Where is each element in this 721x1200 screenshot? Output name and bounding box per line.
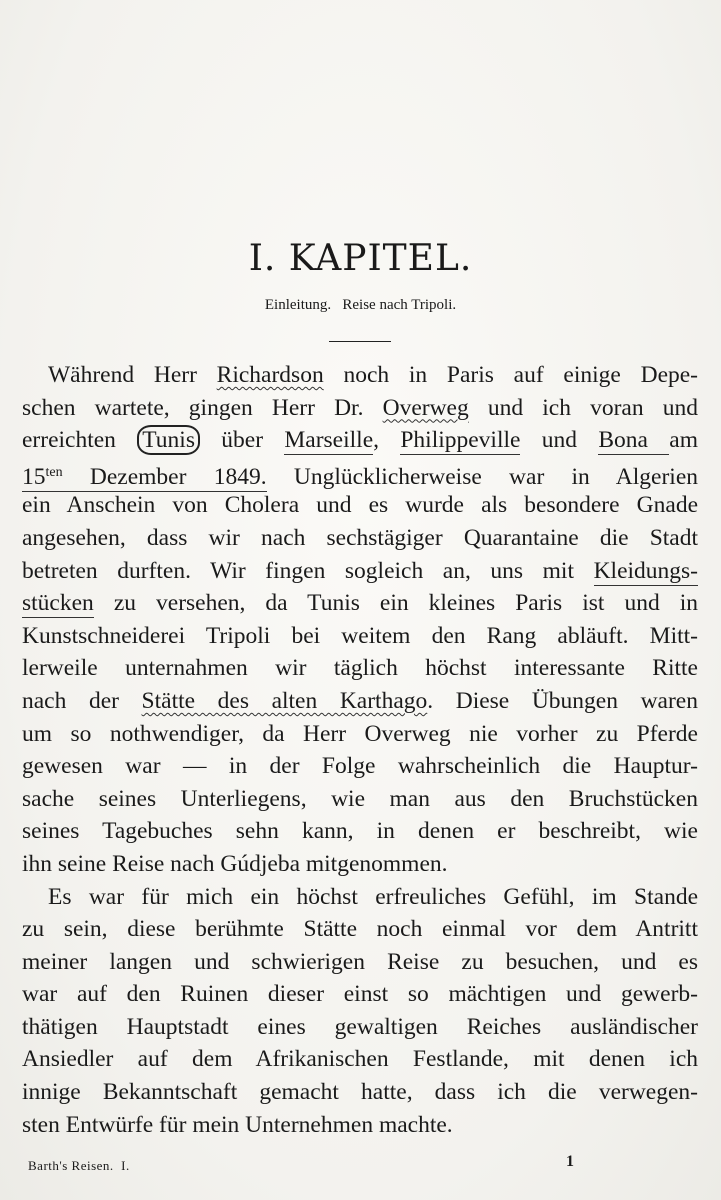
text-line: lerweile unternahmen wir täglich höchst interessante Ritte: [22, 655, 698, 682]
chapter-title: I. KAPITEL.: [248, 238, 473, 279]
text-line: stücken zu versehen, da Tunis ein kleines Paris ist und in: [22, 590, 698, 617]
text-line: erreichten Tunis über Marseille, Philippeville und Bona am: [22, 427, 699, 454]
body-text: [22, 359, 698, 1141]
title-divider: [329, 341, 391, 342]
text-line: Während Herr Richardson noch in Paris auf einige Depe-: [48, 362, 698, 388]
annotation-circle: Tunis: [137, 425, 200, 455]
annotation-wavy-underline: Stätte des alten Karthago: [141, 687, 428, 714]
text-line: schen wartete, gingen Herr Dr. Overweg und ich voran und: [22, 394, 698, 421]
text-line: meiner langen und schwierigen Reise zu besuchen, und es: [22, 948, 698, 975]
annotation-underline: Philippeville: [400, 427, 521, 454]
text-line: zu sein, diese berühmte Stätte noch einmal vor dem Antritt: [22, 916, 698, 943]
text-line: betreten durften. Wir fingen sogleich an, uns mit Kleidungs-: [22, 557, 698, 584]
annotation-underline: stücken: [22, 590, 94, 617]
text-line: gewesen war — in der Folge wahrscheinlich die Hauptur-: [22, 753, 698, 780]
text-line: um so nothwendiger, da Herr Overweg nie vorher zu Pferde: [22, 720, 698, 747]
text-line: $15^{ten}$ Dezember 1849. Unglücklicherweise war in Algerien: [22, 463, 698, 490]
annotation-wavy-underline: Richardson: [216, 362, 324, 388]
annotation-underline: Marseille: [284, 427, 374, 454]
text-line: seines Tagebuches sehn kann, in denen er beschreibt, wie: [22, 818, 698, 845]
text-line: Ansiedler auf dem Afrikanischen Festlande, mit denen ich: [22, 1046, 698, 1073]
text-line: angesehen, dass wir nach sechstägiger Quarantaine die Stadt: [22, 524, 698, 551]
text-line: thätigen Hauptstadt eines gewaltigen Reiches ausländischer: [22, 1013, 698, 1040]
text-line: innige Bekanntschaft gemacht hatte, dass ich die verwegen-: [22, 1079, 698, 1106]
annotation-underline: Bona: [598, 427, 670, 454]
annotation-underline: $15^{ten}$ Dezember 1849.: [22, 463, 267, 490]
page-number: 1: [566, 1153, 574, 1170]
text-line: nach der Stätte des alten Karthago. Diese Übungen waren: [22, 687, 698, 714]
text-line: sache seines Unterliegens, wie man aus den Bruchstücken: [22, 785, 698, 812]
text-line: ein Anschein von Cholera und es wurde als besondere Gnade: [22, 492, 698, 519]
text-line: Es war für mich ein höchst erfreuliches Gefühl, im Stande: [48, 883, 698, 910]
running-title: Barth's Reisen. I.: [28, 1158, 130, 1173]
text-line: ihn seine Reise nach Gúdjeba mitgenommen.: [22, 850, 448, 877]
annotation-wavy-underline: Overweg: [382, 394, 469, 421]
text-line: Kunstschneiderei Tripoli bei weitem den Rang abläuft. Mitt-: [22, 622, 698, 649]
text-line: sten Entwürfe für mein Unternehmen machte.: [22, 1111, 453, 1138]
chapter-subtitle: Einleitung. Reise nach Tripoli.: [264, 297, 457, 313]
text-line: war auf den Ruinen dieser einst so mächtigen und gewerb-: [22, 981, 698, 1008]
annotation-underline: Kleidungs-: [593, 557, 698, 584]
